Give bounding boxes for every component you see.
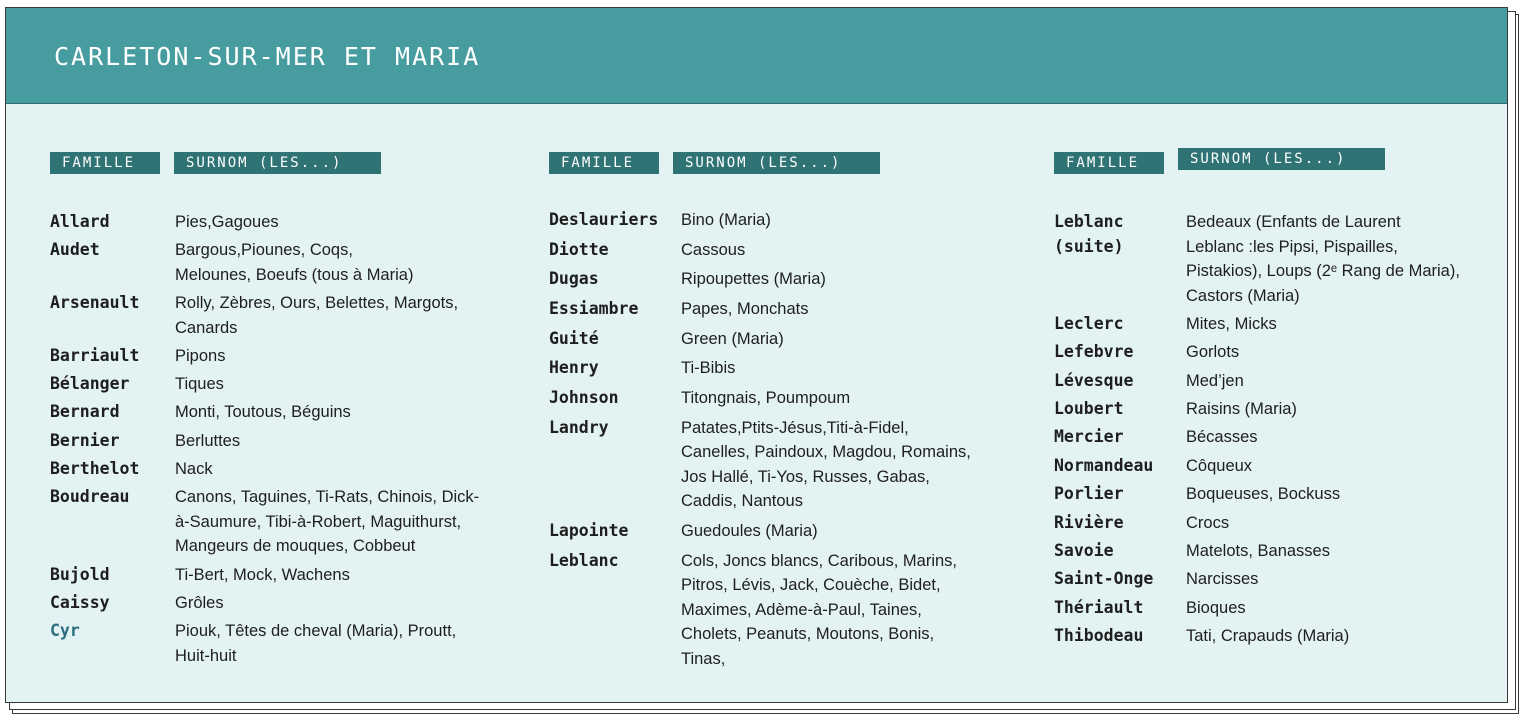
entry-list (50, 210, 520, 672)
family-name: Boudreau (50, 487, 130, 507)
list-item (50, 238, 520, 291)
nickname-text: Ripoupettes (Maria) (681, 270, 826, 289)
family-name: Caissy (50, 592, 110, 612)
list-item (1054, 539, 1499, 567)
family-name: Cyr (50, 621, 80, 641)
column-header (549, 152, 1019, 176)
family-name: Normandeau (1054, 455, 1154, 475)
family-name: Dugas (549, 269, 599, 289)
list-item (1054, 425, 1499, 453)
list-item (549, 519, 1019, 549)
nickname-text: Bargous,Piounes, Coqs, Melounes, Boeufs (tous à Maria) (175, 241, 414, 284)
list-item (549, 297, 1019, 327)
list-item (549, 238, 1019, 268)
nickname-text: Cols, Joncs blancs, Caribous, Marins, Pitros, Lévis, Jack, Couèche, Bidet, Maximes, Adème-à-Paul, Taines, Cholets, Peanuts, Moutons, Bonis, Tinas, (681, 551, 958, 668)
nickname-text: Bino (Maria) (681, 211, 771, 229)
list-item (50, 429, 520, 457)
column-header (1054, 152, 1499, 176)
family-name: Bélanger (50, 374, 130, 394)
nickname-text: Patates,Ptits-Jésus,Titi-à-Fidel, Canelles, Paindoux, Magdou, Romains, Jos Hallé, Ti-Yos, Russes, Gabas, Caddis, Nantous (681, 418, 971, 511)
family-name: Leblanc (suite) (1054, 212, 1124, 256)
nickname-text: Raisins (Maria) (1186, 400, 1297, 419)
nickname-text: Matelots, Banasses (1186, 542, 1330, 561)
family-name: Lévesque (1054, 370, 1134, 390)
list-item (549, 386, 1019, 416)
title-banner (6, 8, 1507, 104)
list-item (1054, 210, 1499, 312)
nickname-text: Cassous (681, 240, 746, 259)
column-1 (50, 152, 520, 672)
family-name: Johnson (549, 388, 619, 408)
family-name: Rivière (1054, 512, 1124, 532)
list-item (50, 591, 520, 619)
header-famille: FAMILLE (1054, 152, 1164, 174)
list-item (1054, 397, 1499, 425)
column-2 (549, 152, 1019, 676)
family-name: Landry (549, 417, 609, 437)
family-name: Arsenault (50, 293, 140, 313)
list-item (549, 208, 1019, 238)
list-item (1054, 482, 1499, 510)
header-famille: FAMILLE (549, 152, 659, 174)
family-name: Porlier (1054, 484, 1124, 504)
list-item (1054, 369, 1499, 397)
family-name: Bernard (50, 402, 120, 422)
header-surnom: SURNOM (LES...) (673, 152, 880, 174)
nickname-text: Rolly, Zèbres, Ours, Belettes, Margots, Canards (175, 294, 459, 337)
nickname-text: Titongnais, Poumpoum (681, 389, 851, 408)
entry-list (1054, 210, 1499, 653)
nickname-text: Berluttes (175, 431, 241, 450)
nickname-text: Green (Maria) (681, 329, 784, 348)
list-item (50, 400, 520, 428)
family-name: Bernier (50, 430, 120, 450)
nickname-text: Monti, Toutous, Béguins (175, 403, 351, 422)
family-name: Guité (549, 328, 599, 348)
list-item (50, 291, 520, 344)
nickname-text: Ti-Bibis (681, 359, 736, 378)
nickname-text: Piouk, Têtes de cheval (Maria), Proutt, Huit-huit (175, 622, 457, 665)
list-item (50, 563, 520, 591)
nickname-text: Pies,Gagoues (175, 213, 279, 231)
family-name: Lefebvre (1054, 342, 1134, 362)
nickname-card (5, 7, 1508, 703)
nickname-text: Boqueuses, Bockuss (1186, 485, 1341, 504)
family-name: Essiambre (549, 299, 639, 319)
list-item (1054, 511, 1499, 539)
list-item (549, 549, 1019, 677)
list-item (1054, 567, 1499, 595)
family-name: Leblanc (549, 550, 619, 570)
family-name: Allard (50, 212, 110, 231)
family-name: Mercier (1054, 427, 1124, 447)
family-name: Thériault (1054, 597, 1144, 617)
nickname-text: Guedoules (Maria) (681, 522, 818, 540)
column-header (50, 152, 520, 176)
family-name: Deslauriers (549, 210, 659, 229)
nickname-text: Tati, Crapauds (Maria) (1186, 627, 1350, 646)
nickname-text: Nack (175, 460, 213, 479)
nickname-text: Bécasses (1186, 428, 1258, 447)
list-item (1054, 596, 1499, 624)
list-item (50, 344, 520, 372)
family-name: Leclerc (1054, 313, 1124, 333)
family-name: Berthelot (50, 459, 140, 479)
nickname-text: Tiques (175, 375, 224, 394)
entry-list (549, 208, 1019, 676)
header-famille: FAMILLE (50, 152, 160, 174)
nickname-text: Crocs (1186, 513, 1230, 532)
nickname-text: Grôles (175, 593, 224, 612)
family-name: Lapointe (549, 521, 629, 540)
nickname-text: Gorlots (1186, 343, 1240, 362)
family-name: Henry (549, 358, 599, 378)
list-item (549, 327, 1019, 357)
list-item (50, 372, 520, 400)
list-item (1054, 454, 1499, 482)
list-item (1054, 624, 1499, 652)
list-item (50, 457, 520, 485)
nickname-text: Bioques (1186, 598, 1246, 617)
family-name: Bujold (50, 564, 110, 584)
family-name: Audet (50, 240, 100, 260)
family-name: Loubert (1054, 399, 1124, 419)
header-surnom: SURNOM (LES...) (174, 152, 381, 174)
list-item (50, 485, 520, 562)
list-item (549, 356, 1019, 386)
nickname-text: Pipons (175, 346, 226, 365)
list-item (50, 619, 520, 672)
header-surnom: SURNOM (LES...) (1178, 148, 1385, 170)
family-name: Barriault (50, 345, 140, 365)
list-item (1054, 312, 1499, 340)
list-item (1054, 340, 1499, 368)
list-item (549, 416, 1019, 519)
family-name: Saint-Onge (1054, 569, 1154, 589)
column-3 (1054, 152, 1499, 653)
list-item (549, 267, 1019, 297)
nickname-text: Ti-Bert, Mock, Wachens (175, 565, 350, 584)
nickname-text: Canons, Taguines, Ti-Rats, Chinois, Dick- à-Saumure, Tibi-à-Robert, Maguithurst, Mangeurs de mouques, Cobbeut (175, 488, 480, 556)
list-item (50, 210, 520, 238)
nickname-text: Côqueux (1186, 456, 1253, 475)
nickname-text: Narcisses (1186, 570, 1259, 589)
family-name: Savoie (1054, 541, 1114, 561)
nickname-text: Bedeaux (Enfants de Laurent Leblanc :les Pipsi, Pispailles, Pistakios), Loups (2ᵉ Rang de Maria), Castors (Maria) (1186, 213, 1460, 305)
nickname-text: Papes, Monchats (681, 300, 809, 319)
nickname-text: Med’jen (1186, 371, 1244, 390)
nickname-text: Mites, Micks (1186, 314, 1277, 333)
page-title: CARLETON-SUR-MER ET MARIA (54, 42, 481, 71)
family-name: Diotte (549, 239, 609, 259)
family-name: Thibodeau (1054, 626, 1144, 646)
